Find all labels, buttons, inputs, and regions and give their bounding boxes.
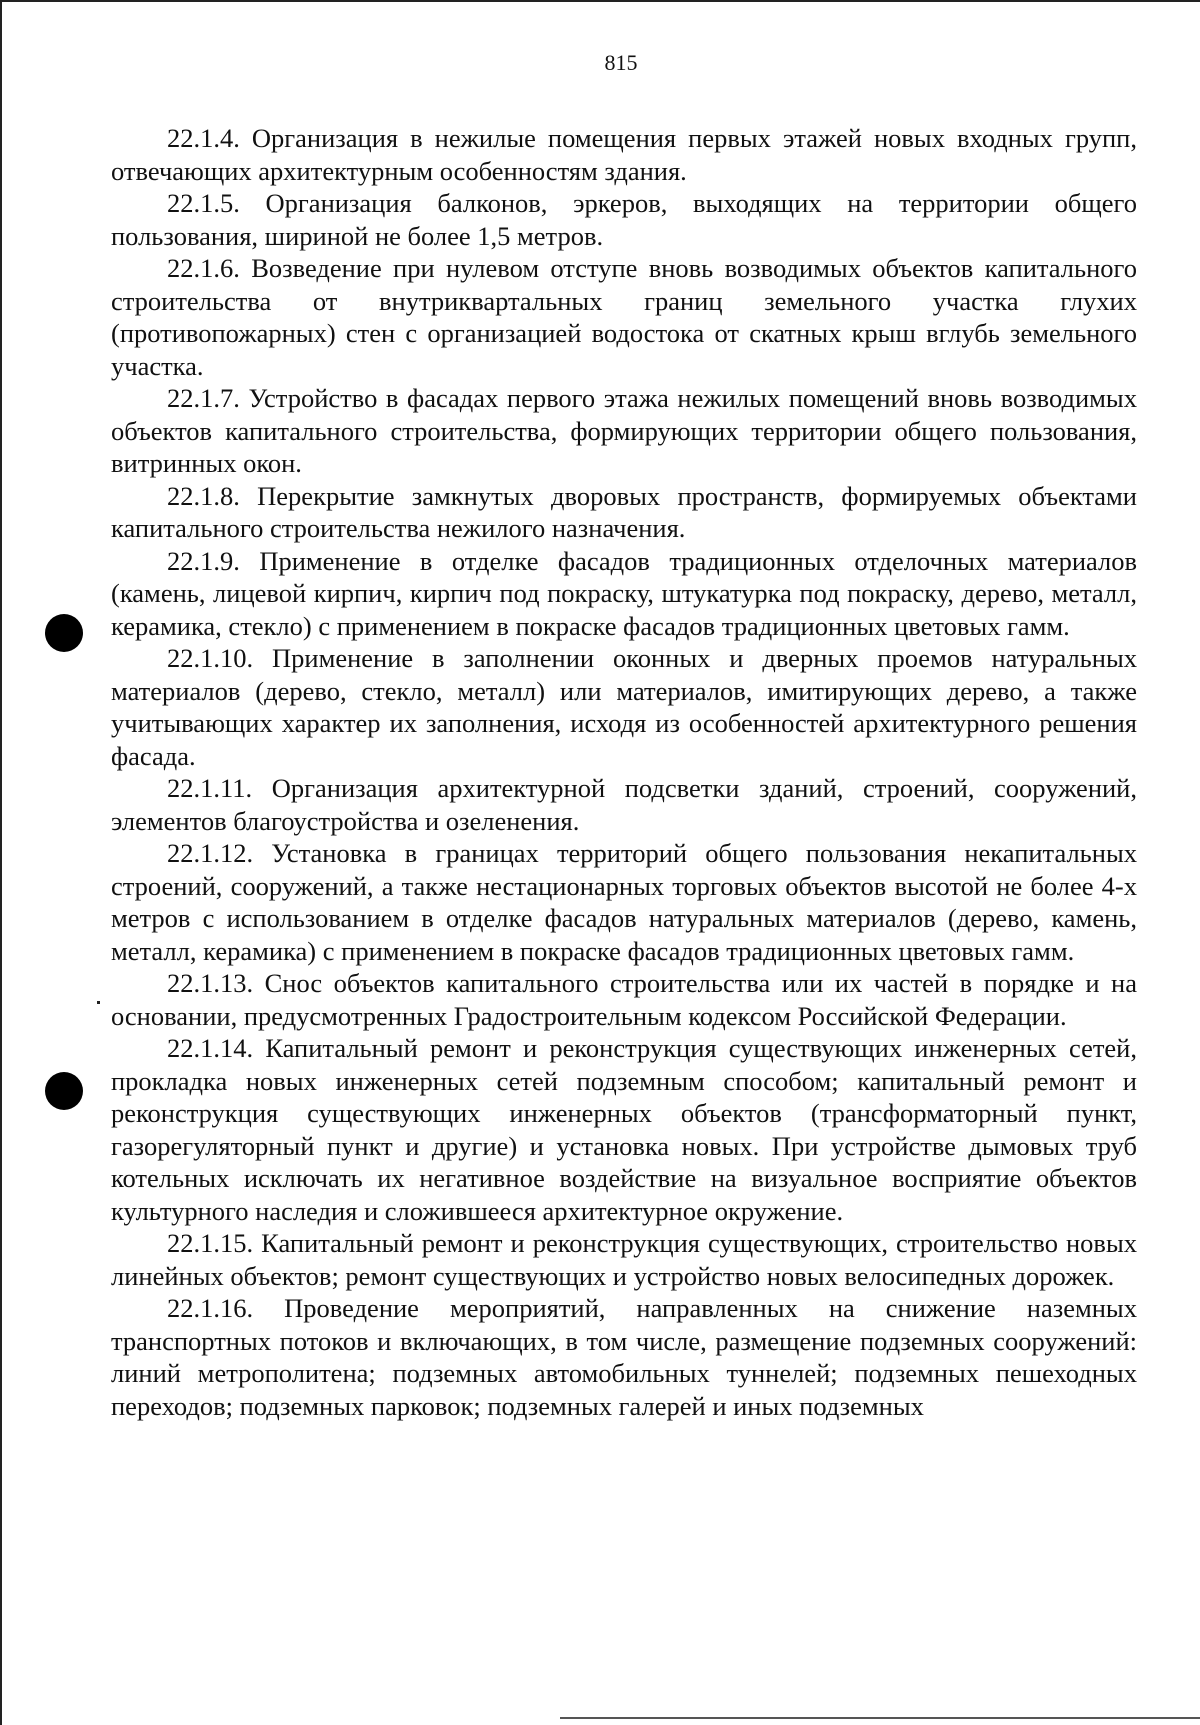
paragraph-22-1-8: 22.1.8. Перекрытие замкнутых дворовых пространств, формируемых объектами капитального строительства нежилого назначения. [111, 480, 1137, 543]
paragraph-22-1-13: 22.1.13. Снос объектов капитального строительства или их частей в порядке и на основании, предусмотренных Градостроительным кодексом Российской Федерации. [111, 968, 1137, 1031]
punch-hole-mark [45, 1072, 83, 1110]
paragraph-22-1-6: 22.1.6. Возведение при нулевом отступе вновь возводимых объектов капитального строительства от внутриквартальных границ земельного участка глухих (противопожарных) стен с организацией водостока от скатных крыш вглубь земельного участка. [111, 253, 1137, 381]
scan-speck [97, 1001, 100, 1004]
page-number: 815 [604, 50, 638, 75]
paragraph-22-1-7: 22.1.7. Устройство в фасадах первого этажа нежилых помещений вновь возводимых объектов капитального строительства, формирующих территории общего пользования, витринных окон. [111, 383, 1137, 478]
paragraph-22-1-14: 22.1.14. Капитальный ремонт и реконструкция существующих инженерных сетей, прокладка новых инженерных сетей подземным способом; капитальный ремонт и реконструкция существующих инженерных объектов (трансформаторный пункт, газорегуляторный пункт и другие) и установка новых. При устройстве дымовых труб котельных исключать их негативное воздействие на визуальное восприятие объектов культурного наследия и сложившееся архитектурное окружение. [111, 1033, 1137, 1226]
bottom-rule [560, 1717, 1200, 1719]
paragraph-22-1-5: 22.1.5. Организация балконов, эркеров, выходящих на территории общего пользования, шириной не более 1,5 метров. [111, 188, 1137, 251]
paragraph-22-1-9: 22.1.9. Применение в отделке фасадов традиционных отделочных материалов (камень, лицевой кирпич, кирпич под покраску, штукатурка под покраску, дерево, металл, керамика, стекло) с применением в покраске фасадов традиционных цветовых гамм. [111, 545, 1137, 641]
paragraph-22-1-11: 22.1.11. Организация архитектурной подсветки зданий, строений, сооружений, элементов благоустройства и озеленения. [111, 773, 1137, 836]
paragraph-22-1-16: 22.1.16. Проведение мероприятий, направленных на снижение наземных транспортных потоков и включающих, в том числе, размещение подземных сооружений: линий метрополитена; подземных автомобильных туннелей; подземных пешеходных переходов; подземных парковок; подземных галерей и иных подземных [111, 1293, 1137, 1421]
paragraph-22-1-12: 22.1.12. Установка в границах территорий общего пользования некапитальных строений, сооружений, а также нестационарных торговых объектов высотой не более 4-х метров с использованием в отделке фасадов натуральных материалов (дерево, камень, металл, керамика) с применением в покраске фасадов традиционных цветовых гамм. [111, 838, 1137, 966]
paragraph-22-1-15: 22.1.15. Капитальный ремонт и реконструкция существующих, строительство новых линейных объектов; ремонт существующих и устройство новых велосипедных дорожек. [111, 1228, 1137, 1291]
paragraph-22-1-10: 22.1.10. Применение в заполнении оконных и дверных проемов натуральных материалов (дерево, стекло, металл) или материалов, имитирующих дерево, а также учитывающих характер их заполнения, исходя из особенностей архитектурного решения фасада. [111, 643, 1137, 771]
punch-hole-mark [45, 614, 83, 652]
paragraph-22-1-4: 22.1.4. Организация в нежилые помещения первых этажей новых входных групп, отвечающих архитектурным особенностям здания. [111, 123, 1137, 186]
document-body [111, 122, 1137, 1422]
